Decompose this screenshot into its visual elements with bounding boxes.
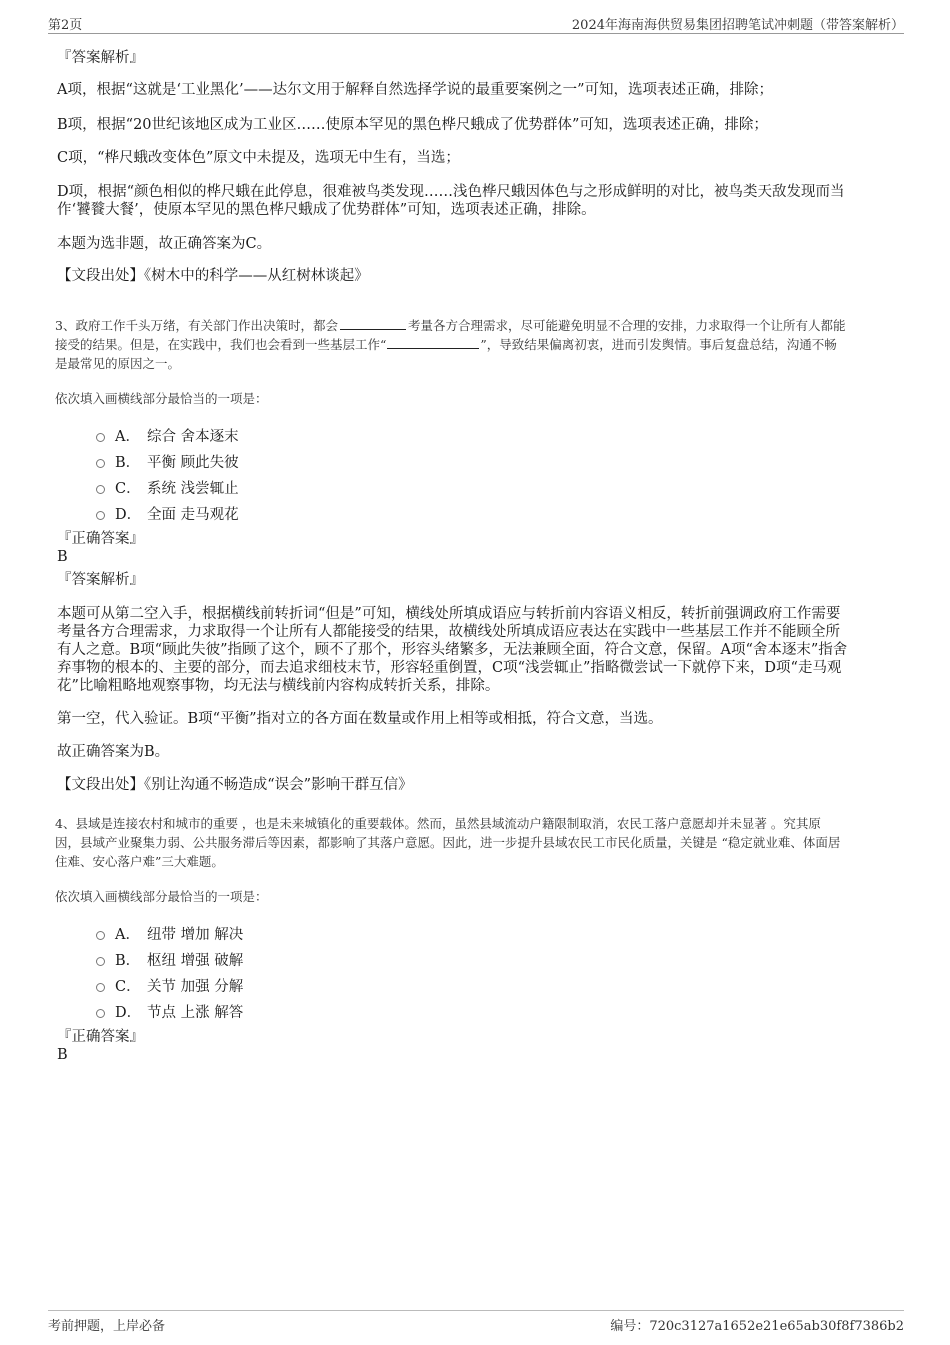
q3-option-c[interactable]: C． 系统 浅尝辄止	[96, 477, 239, 498]
q3-option-d[interactable]: D． 全面 走马观花	[96, 503, 239, 524]
radio-icon[interactable]	[96, 957, 105, 966]
q3-source: 【文段出处】《别让沟通不畅造成“误会”影响干群互信》	[57, 777, 413, 793]
radio-icon[interactable]	[96, 983, 105, 992]
q3-answer-label: 『正确答案』	[57, 531, 144, 547]
q4-stem-line3: 住难、安心落户难”三大难题。	[55, 854, 224, 869]
radio-icon[interactable]	[96, 1009, 105, 1018]
q3-blank-2	[387, 337, 479, 349]
prev-source: 【文段出处】《树木中的科学——从红树林谈起》	[57, 268, 369, 284]
prev-analysis-b: B项，根据“20世纪该地区成为工业区……使原本罕见的黑色桦尺蛾成了优势群体”可知，选项表述正确，排除；	[57, 117, 768, 133]
radio-icon[interactable]	[96, 511, 105, 520]
prev-analysis-c: C项，“桦尺蛾改变体色”原文中未提及，选项无中生有，当选；	[57, 150, 460, 166]
q3-analysis-line1: 本题可从第二空入手，根据横线前转折词“但是”可知，横线处所填成语应与转折前内容语义相反，转折前强调政府工作需要	[57, 606, 841, 622]
q3-conclusion: 故正确答案为B。	[57, 744, 170, 760]
q4-stem-line2: 因，县域产业聚集力弱、公共服务滞后等因素，都影响了其落户意愿。因此，进一步提升县域农民工市民化质量，关键是 “稳定就业难、体面居	[55, 835, 841, 850]
q4-option-c[interactable]: C． 关节 加强 分解	[96, 975, 243, 996]
q3-answer: B	[57, 549, 68, 565]
footer-slogan: 考前押题，上岸必备	[48, 1319, 166, 1334]
q3-analysis-line5: 花”比喻粗略地观察事物，均无法与横线前内容构成转折关系，排除。	[57, 678, 500, 694]
prev-analysis-d-line1: D项，根据“颜色相似的桦尺蛾在此停息，很难被鸟类发现……浅色桦尺蛾因体色与之形成鲜明的对比，被鸟类天敌发现而当	[57, 184, 845, 200]
q3-analysis-line3: 有人之意。B项“顾此失彼”指顾了这个，顾不了那个，形容头绪繁多，无法兼顾全面，符合文意，保留。A项“舍本逐末”指舍	[57, 642, 848, 658]
document-title: 2024年海南海供贸易集团招聘笔试冲刺题（带答案解析）	[571, 18, 904, 33]
radio-icon[interactable]	[96, 931, 105, 940]
q3-analysis-line6: 第一空，代入验证。B项“平衡”指对立的各方面在数量或作用上相等或相抵，符合文意，当选。	[57, 711, 663, 727]
radio-icon[interactable]	[96, 433, 105, 442]
radio-icon[interactable]	[96, 459, 105, 468]
q4-option-b[interactable]: B． 枢纽 增强 破解	[96, 949, 243, 970]
prev-conclusion: 本题为选非题，故正确答案为C。	[57, 236, 272, 252]
q4-instruction: 依次填入画横线部分最恰当的一项是：	[55, 889, 268, 904]
radio-icon[interactable]	[96, 485, 105, 494]
page-header	[48, 14, 904, 34]
prev-analysis-d-line2: 作‘饕餮大餐’，使原本罕见的黑色桦尺蛾成了优势群体”可知，选项表述正确，排除。	[57, 202, 596, 218]
q3-option-b[interactable]: B． 平衡 顾此失彼	[96, 451, 239, 472]
q4-answer: B	[57, 1047, 68, 1063]
prev-analysis-label: 『答案解析』	[57, 50, 144, 66]
q3-stem-line3: 是最常见的原因之一。	[55, 356, 181, 371]
q4-answer-label: 『正确答案』	[57, 1029, 144, 1045]
q3-analysis-label: 『答案解析』	[57, 572, 144, 588]
page-footer	[48, 1310, 904, 1332]
q3-analysis-line2: 考量各方合理需求，力求取得一个让所有人都能接受的结果，故横线处所填成语应表达在实践中一些基层工作并不能顾全所	[57, 624, 840, 640]
q3-option-a[interactable]: A． 综合 舍本逐末	[96, 425, 239, 446]
q4-option-d[interactable]: D． 节点 上涨 解答	[96, 1001, 243, 1022]
q3-instruction: 依次填入画横线部分最恰当的一项是：	[55, 391, 268, 406]
q4-option-a[interactable]: A． 纽带 增加 解决	[96, 923, 243, 944]
q3-stem-line2: 接受的结果。但是，在实践中，我们也会看到一些基层工作“ ”，导致结果偏离初衷，进而引发舆情。事后复盘总结，沟通不畅	[55, 337, 837, 352]
q4-stem-line1: 4、县域是连接农村和城市的重要 ，也是未来城镇化的重要载体。然而，虽然县域流动户籍限制取消，农民工落户意愿却并未显著 。究其原	[55, 816, 821, 831]
q3-blank-1	[340, 318, 406, 330]
q3-stem-line1: 3、政府工作千头万绪，有关部门作出决策时，都会 考量各方合理需求，尽可能避免明显不合理的安排，力求取得一个让所有人都能	[55, 318, 846, 333]
q3-analysis-line4: 弃事物的根本的、主要的部分，而去追求细枝末节，形容轻重倒置，C项“浅尝辄止”指略微尝试一下就停下来，D项“走马观	[57, 660, 842, 676]
prev-analysis-a: A项，根据“这就是‘工业黑化’——达尔文用于解释自然选择学说的最重要案例之一”可知，选项表述正确，排除；	[57, 82, 774, 98]
document-code: 编号：720c3127a1652e21e65ab30f8f7386b2	[610, 1319, 904, 1334]
page-number: 第2页	[48, 18, 83, 33]
